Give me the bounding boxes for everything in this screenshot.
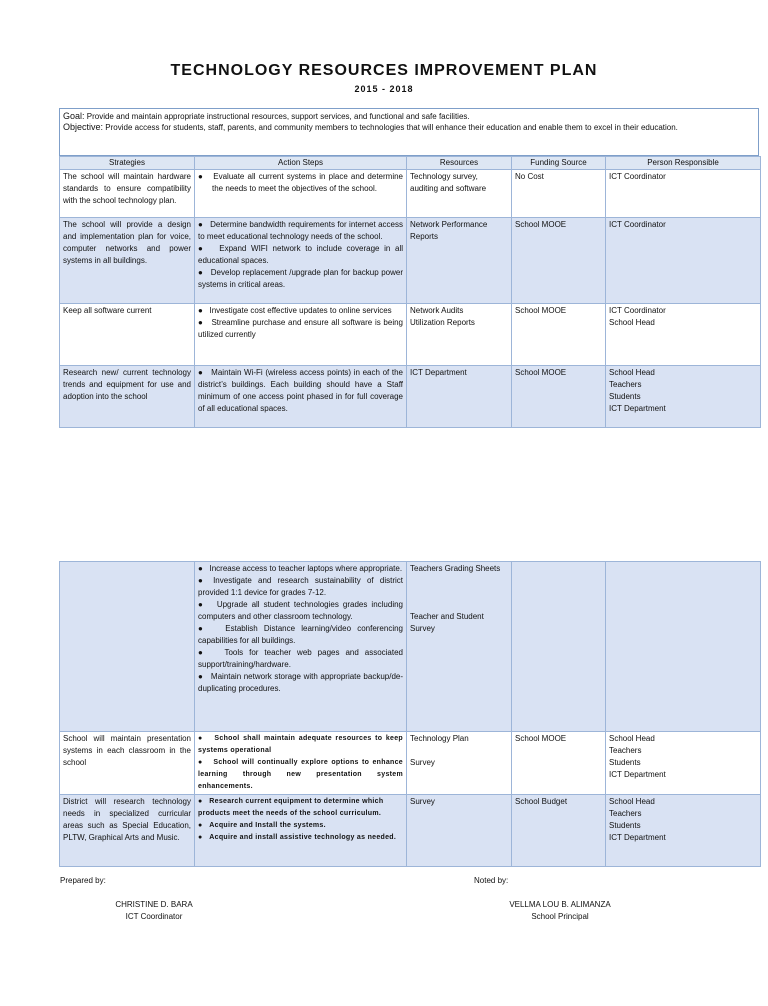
action-step: ● Increase access to teacher laptops where appropriate.	[198, 564, 403, 573]
preparer-name: CHRISTINE D. BARA	[115, 900, 193, 909]
person-item: School Head	[609, 797, 655, 806]
action-step: ● Evaluate all current systems in place and determine the needs to meet the objectives of the school.	[198, 172, 404, 193]
plan-table-page1	[59, 156, 761, 428]
action-step: ● Maintain Wi-Fi (wireless access points) in each of the district’s buildings. Each building should have a Staff minimum of one access point phased in for full coverage of all educational spaces.	[198, 368, 404, 413]
funding-cell: School MOOE	[512, 732, 606, 795]
person-cell	[606, 366, 761, 428]
strategy-cell: The school will maintain hardware standards to ensure compatibility with the school technology plan.	[60, 170, 195, 218]
funding-cell: School MOOE	[512, 218, 606, 304]
plan-years: 2015 - 2018	[354, 84, 414, 94]
preparer-title: ICT Coordinator	[125, 912, 183, 921]
action-steps-cell	[195, 795, 407, 867]
action-steps-cell	[195, 304, 407, 366]
person-item: ICT Department	[609, 833, 666, 842]
resource-item: Teachers Grading Sheets	[410, 564, 501, 573]
strategy-cell: Keep all software current	[60, 304, 195, 366]
person-item: Teachers	[609, 746, 642, 755]
resources-cell: Technology survey, auditing and software	[407, 170, 512, 218]
resources-cell	[407, 732, 512, 795]
funding-cell: School MOOE	[512, 366, 606, 428]
action-step: ● Tools for teacher web pages and associated support/training/hardware.	[198, 648, 404, 669]
action-step: ● School shall maintain adequate resources to keep systems operational	[198, 735, 403, 754]
person-cell	[606, 562, 761, 732]
person-item: School Head	[609, 318, 655, 327]
action-steps-cell	[195, 170, 407, 218]
person-item: School Head	[609, 734, 655, 743]
strategy-cell: Research new/ current technology trends and equipment for use and adoption into the school	[60, 366, 195, 428]
resources-cell: ICT Department	[407, 366, 512, 428]
funding-cell	[512, 562, 606, 732]
noter-title: School Principal	[531, 912, 589, 921]
resource-item: Utilization Reports	[410, 318, 475, 327]
header-resources: Resources	[407, 157, 512, 170]
strategy-cell: District will research technology needs in specialized curricular areas such as Special Education, PLTW, Graphical Arts and Music.	[60, 795, 195, 867]
resources-cell: Survey	[407, 795, 512, 867]
table-row	[60, 170, 761, 218]
action-step: ● Upgrade all student technologies grades including computers and other classroom technology.	[198, 600, 403, 621]
person-cell	[606, 304, 761, 366]
action-step: ● Expand WIFI network to include coverage in all educational spaces.	[198, 244, 404, 265]
person-cell	[606, 795, 761, 867]
table-row	[60, 562, 761, 732]
goal-label: Goal:	[63, 111, 85, 121]
person-item: ICT Department	[609, 770, 666, 779]
objective-label: Objective:	[63, 122, 104, 132]
resource-spacer	[410, 745, 508, 757]
person-item: School Head	[609, 368, 655, 377]
action-step: ● Streamline purchase and ensure all software is being utilized currently	[198, 318, 404, 339]
person-item: Teachers	[609, 380, 642, 389]
person-item: ICT Department	[609, 404, 666, 413]
action-step: ● Investigate and research sustainability of district provided 1:1 device for grades 7-12.	[198, 576, 403, 597]
table-header-row	[60, 157, 761, 170]
resources-cell	[407, 304, 512, 366]
resources-cell: Network Performance Reports	[407, 218, 512, 304]
action-step: ● Acquire and Install the systems.	[198, 822, 326, 829]
objective-line	[63, 122, 755, 133]
plan-table-page2	[59, 561, 761, 867]
person-item: ICT Coordinator	[609, 306, 666, 315]
person-cell	[606, 732, 761, 795]
strategy-cell	[60, 562, 195, 732]
header-funding-source: Funding Source	[512, 157, 606, 170]
goal-objective-box	[59, 108, 759, 156]
person-cell: ICT Coordinator	[606, 218, 761, 304]
action-step: ● Investigate cost effective updates to online services	[198, 306, 392, 315]
action-steps-cell	[195, 562, 407, 732]
objective-text: Provide access for students, staff, parents, and community members to technologies that will enhance their education and enable them to excel in their education.	[105, 123, 678, 132]
resource-spacer	[410, 575, 508, 611]
action-step: ● School will continually explore options to enhance learning through new presentation system enhancements.	[198, 759, 403, 790]
person-item: Students	[609, 758, 641, 767]
funding-cell: No Cost	[512, 170, 606, 218]
prepared-by-label: Prepared by:	[60, 876, 106, 885]
person-item: Students	[609, 392, 641, 401]
funding-cell: School MOOE	[512, 304, 606, 366]
header-strategies: Strategies	[60, 157, 195, 170]
action-step: ● Establish Distance learning/video conferencing capabilities for all buildings.	[198, 624, 404, 645]
person-cell: ICT Coordinator	[606, 170, 761, 218]
action-step: ● Maintain network storage with appropriate backup/de-duplicating procedures.	[198, 672, 404, 693]
header-action-steps: Action Steps	[195, 157, 407, 170]
goal-text: Provide and maintain appropriate instructional resources, support services, and functional and safe facilities.	[86, 112, 470, 121]
strategy-cell: School will maintain presentation systems in each classroom in the school	[60, 732, 195, 795]
resources-cell	[407, 562, 512, 732]
table-row	[60, 304, 761, 366]
resource-item: Survey	[410, 758, 435, 767]
action-steps-cell	[195, 366, 407, 428]
resource-item: Teacher and Student Survey	[410, 612, 484, 633]
action-steps-cell	[195, 732, 407, 795]
person-item: Students	[609, 821, 641, 830]
funding-cell: School Budget	[512, 795, 606, 867]
table-row	[60, 795, 761, 867]
action-steps-cell	[195, 218, 407, 304]
resource-item: Network Audits	[410, 306, 464, 315]
table-row	[60, 732, 761, 795]
resource-item: Technology Plan	[410, 734, 469, 743]
person-item: Teachers	[609, 809, 642, 818]
action-step: ● Research current equipment to determine which products meet the needs of the school curriculum.	[198, 798, 384, 817]
document-title: TECHNOLOGY RESOURCES IMPROVEMENT PLAN	[170, 62, 598, 79]
table-row	[60, 218, 761, 304]
table-row	[60, 366, 761, 428]
action-step: ● Develop replacement /upgrade plan for backup power systems in critical areas.	[198, 268, 403, 289]
strategy-cell: The school will provide a design and implementation plan for voice, computer networks and power systems in all buildings.	[60, 218, 195, 304]
noted-by-label: Noted by:	[474, 876, 509, 885]
noter-name: VELLMA LOU B. ALIMANZA	[509, 900, 611, 909]
action-step: ● Acquire and install assistive technology as needed.	[198, 834, 397, 841]
action-step: ● Determine bandwidth requirements for internet access to meet educational technology needs of the school.	[198, 220, 403, 241]
header-person-responsible: Person Responsible	[606, 157, 761, 170]
goal-line	[63, 111, 755, 122]
